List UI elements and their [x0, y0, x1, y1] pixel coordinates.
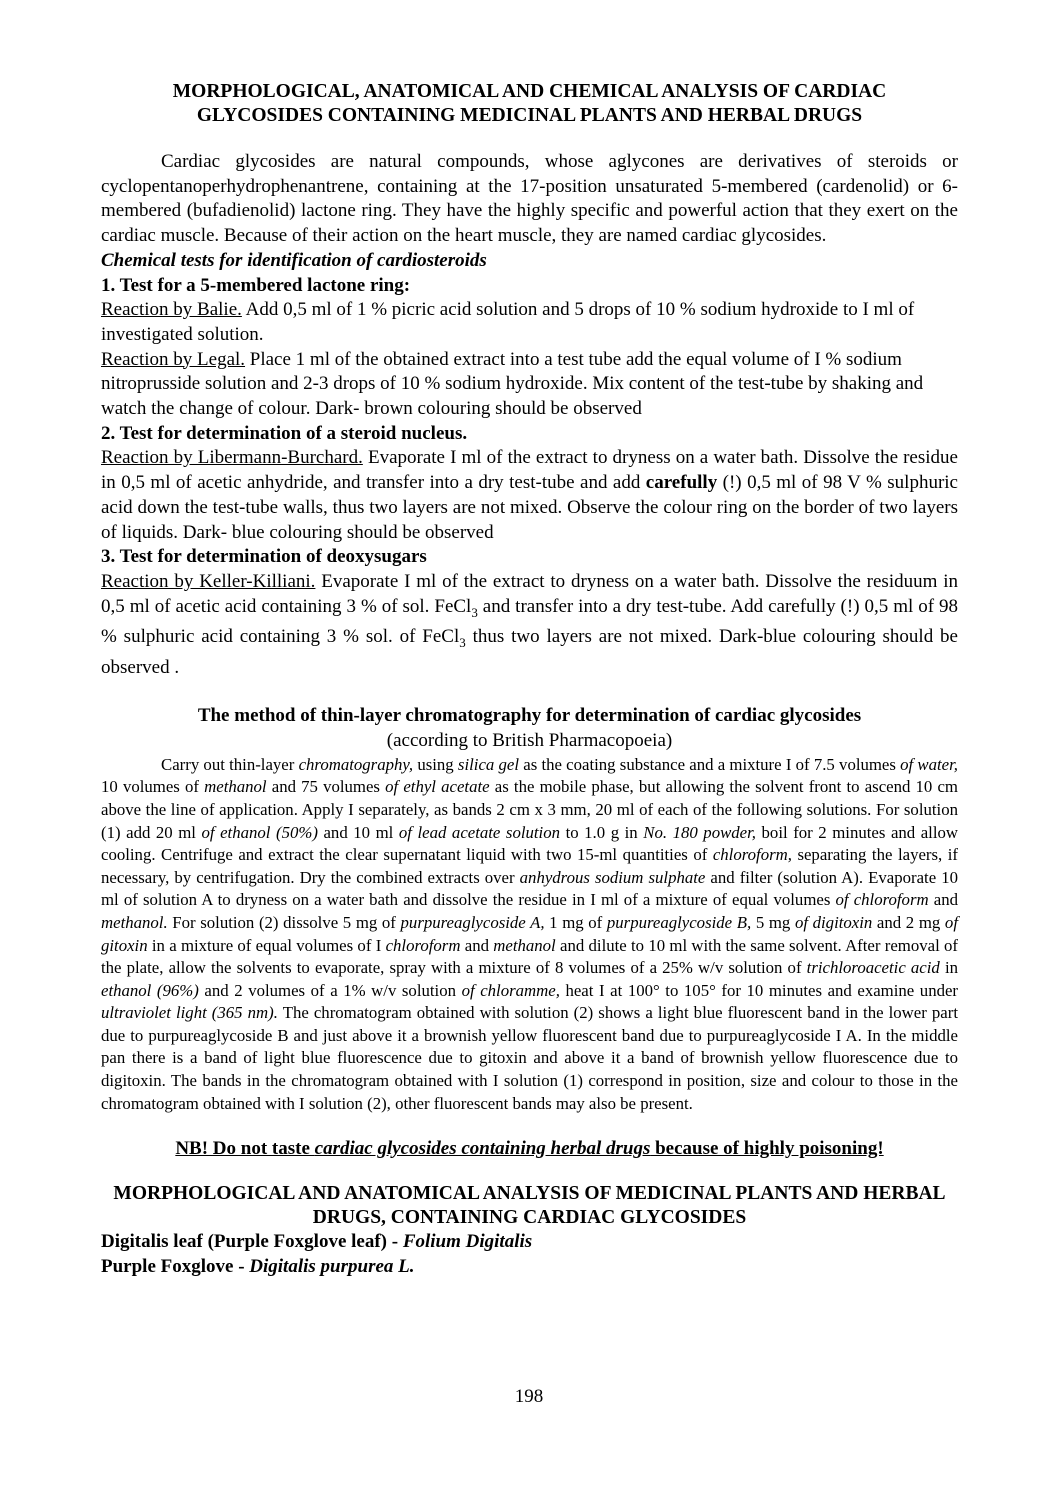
balie-label: Reaction by Balie. — [101, 299, 242, 321]
tlc-text-segment: and filter (solution A). Evaporate 10 ml of solution A to dryness on a water bath and dissolve the residue in I ml of a mixture of equal volumes — [101, 867, 958, 910]
tlc-text-segment: The chromatogram obtained with solution (2) shows a light blue fluorescent band in the lower part due to purpureaglycoside B and just above it a brownish yellow fluorescent band due to purpureaglycoside I A. In the middle pan there is a band of light blue fluorescence due to gitoxin and above it a band of brownish yellow fluorescence due to digitoxin. The bands in the chromatogram obtained with I solution (1) correspond in position, size and colour to those in the chromatogram obtained with I solution (2), other fluorescent bands may also be present. — [101, 1003, 958, 1113]
tlc-text-segment: and 75 volumes — [266, 777, 386, 797]
tlc-text-segment: trichloroacetic acid — [806, 958, 940, 978]
tlc-text-segment: in a mixture of equal volumes of I — [147, 935, 386, 955]
test3-heading: 3. Test for determination of deoxysugars — [101, 546, 427, 568]
nb-warning-c: because of highly poisoning! — [650, 1138, 884, 1160]
keller-label: Reaction by Keller-Killiani. — [101, 570, 316, 592]
legal-label: Reaction by Legal. — [101, 348, 246, 370]
tlc-text-segment: and 2 volumes of a 1% w/v solution — [198, 980, 462, 1000]
page-number: 198 — [514, 1386, 544, 1407]
tlc-text-segment: boil for 2 minutes and allow cooling. Centrifuge and extract the clear supernatant liquid with two 15-ml quantities of — [101, 822, 959, 865]
tlc-text-segment: as the coating substance and a mixture I of 7.5 volumes — [519, 754, 901, 774]
nb-warning-a: NB! Do not taste — [175, 1138, 315, 1160]
tlc-text-segment: methanol — [204, 777, 267, 797]
nb-warning-b: cardiac glycosides containing herbal drugs — [314, 1138, 651, 1160]
tlc-text-segment: of ethanol (50%) — [201, 822, 318, 842]
tlc-text-segment: to 1.0 g in — [560, 822, 644, 842]
tlc-text-segment: of gitoxin — [101, 912, 958, 955]
test1-heading: 1. Test for a 5-membered lactone ring: — [101, 274, 411, 296]
keller-text-1: Evaporate I ml of the extract to dryness on a water bath. Dissolve the residuum in 0,5 ml of acetic acid containing 3 % of sol. FeCl — [101, 570, 958, 617]
tlc-subheading: (according to British Pharmacopoeia) — [386, 730, 673, 752]
tlc-text-segment: purpureaglycoside B, — [606, 912, 752, 932]
libermann-label: Reaction by Libermann-Burchard. — [101, 447, 363, 469]
tlc-text-segment: of ethyl acetate — [385, 777, 490, 797]
tlc-text-segment: heat I at 100° to 105° for 10 minutes and examine under — [559, 980, 959, 1000]
nb-warning — [101, 1137, 958, 1162]
keller-sub-2: 3 — [459, 634, 466, 650]
tlc-text-segment: methanol. — [101, 912, 168, 932]
tlc-text-segment: 5 mg — [751, 912, 795, 932]
tlc-text-segment: and 10 ml — [317, 822, 399, 842]
tlc-text-segment: and dilute to 10 ml with the same solvent. After removal of the plate, allow the solvents to evaporate, spray with a mixture of 8 volumes of a 25% w/v solution of — [101, 935, 958, 978]
digitalis-leaf-a: Digitalis leaf (Purple Foxglove leaf) - — [101, 1230, 403, 1252]
tlc-text-segment: of chloramme, — [461, 980, 560, 1000]
tlc-text-segment: chromatography, — [298, 754, 414, 774]
tlc-text-segment: 1 mg of — [544, 912, 607, 932]
libermann-carefully: carefully — [645, 472, 718, 494]
purple-foxglove-line — [101, 1255, 958, 1280]
keller-reaction — [101, 570, 958, 680]
balie-reaction — [101, 298, 958, 347]
tlc-text-segment: ultraviolet light (365 nm). — [101, 1003, 278, 1023]
main-title: MORPHOLOGICAL, ANATOMICAL AND CHEMICAL ANALYSIS OF CARDIAC GLYCOSIDES CONTAINING MEDICINAL PLANTS AND HERBAL DRUGS — [172, 81, 887, 126]
keller-sub-1: 3 — [471, 604, 478, 620]
test2-heading: 2. Test for determination of a steroid nucleus. — [101, 422, 468, 444]
tlc-text-segment: methanol — [493, 935, 556, 955]
legal-text: Place 1 ml of the obtained extract into a test tube add the equal volume of I % sodium nitroprusside solution and 2-3 drops of 10 % sodium hydroxide. Mix content of the test-tube by shaking and watch the change of colour. Dark- brown colouring should be observed — [101, 348, 924, 420]
libermann-text-1: Evaporate I ml of the extract to dryness on a water bath. Dissolve the residue in 0,5 ml of acetic anhydride, and transfer into a dry test-tube and add — [101, 447, 958, 494]
tlc-text-segment: of water, — [900, 754, 958, 774]
tlc-text-segment: 10 volumes of — [101, 777, 205, 797]
tlc-text-segment: and — [928, 890, 958, 910]
keller-text-3: thus two layers are not mixed. Dark-blue colouring should be observed . — [101, 626, 958, 678]
tlc-text-segment: of lead acetate solution — [398, 822, 561, 842]
document-page — [101, 80, 958, 1279]
tlc-text-segment: Carry out thin-layer — [161, 754, 299, 774]
tlc-text-segment: anhydrous sodium sulphate — [519, 867, 706, 887]
tlc-text-segment: and — [460, 935, 494, 955]
intro-paragraph: Cardiac glycosides are natural compounds, whose aglycones are derivatives of steroids or cyclopentanoperhydrophenantrene, containing at the 17-position unsaturated 5-membered (cardenolid) or 6-membered (bufadienolid) lactone ring. They have the highly specific and powerful action that they exert on the cardiac muscle. Because of their action on the heart muscle, they are named cardiac glycosides. — [101, 151, 958, 247]
digitalis-leaf-line — [101, 1230, 958, 1255]
legal-reaction — [101, 348, 958, 422]
tlc-text-segment: silica gel — [457, 754, 520, 774]
tlc-text-segment: separating the layers, if necessary, by centrifugation. Dry the combined extracts over — [101, 845, 958, 887]
chemical-tests-heading: Chemical tests for identification of cardiosteroids — [101, 249, 487, 271]
tlc-text-segment: in — [939, 958, 958, 978]
tlc-text-segment: For solution (2) dissolve 5 mg of — [167, 912, 401, 932]
purple-foxglove-a: Purple Foxglove - — [101, 1255, 250, 1277]
tlc-text-segment: chloroform, — [712, 845, 792, 865]
tlc-text-segment: of digitoxin — [794, 912, 873, 932]
section-title: MORPHOLOGICAL AND ANATOMICAL ANALYSIS OF MEDICINAL PLANTS AND HERBAL DRUGS, CONTAINING CARDIAC GLYCOSIDES — [113, 1182, 946, 1228]
balie-text: Add 0,5 ml of 1 % picric acid solution and 5 drops of 10 % sodium hydroxide to I ml of investigated solution. — [101, 299, 915, 345]
tlc-text-segment: and 2 mg — [872, 912, 945, 932]
digitalis-leaf-b: Folium Digitalis — [402, 1230, 533, 1252]
tlc-text-segment: No. 180 powder, — [643, 822, 756, 842]
tlc-heading: The method of thin-layer chromatography for determination of cardiac glycosides — [197, 705, 862, 727]
tlc-text-segment: of chloroform — [835, 890, 929, 910]
libermann-text-2: (!) 0,5 ml of 98 V % sulphuric acid down the test-tube walls, thus two layers are not mixed. Observe the colour ring on the border of two layers of liquids. Dark- blue colouring should be observed — [101, 472, 958, 543]
tlc-text-segment: using — [413, 754, 458, 774]
tlc-text-segment: purpureaglycoside A, — [400, 912, 545, 932]
purple-foxglove-b: Digitalis purpurea L. — [249, 1255, 415, 1277]
tlc-text-segment: as the mobile phase, but allowing the solvent front to ascend 10 cm above the line of application. Apply I separately, as bands 2 cm x 3 mm, 20 ml of each of the following solutions. For solution (1) add 20 ml — [101, 777, 958, 842]
tlc-text-segment: chloroform — [385, 935, 461, 955]
tlc-text-segment: ethanol (96%) — [101, 980, 199, 1000]
tlc-paragraph — [101, 754, 958, 1116]
keller-text-2: and transfer into a dry test-tube. Add carefully (!) 0,5 ml of 98 % sulphuric acid containing 3 % sol. of FeCl — [101, 595, 958, 648]
libermann-reaction — [101, 446, 958, 545]
